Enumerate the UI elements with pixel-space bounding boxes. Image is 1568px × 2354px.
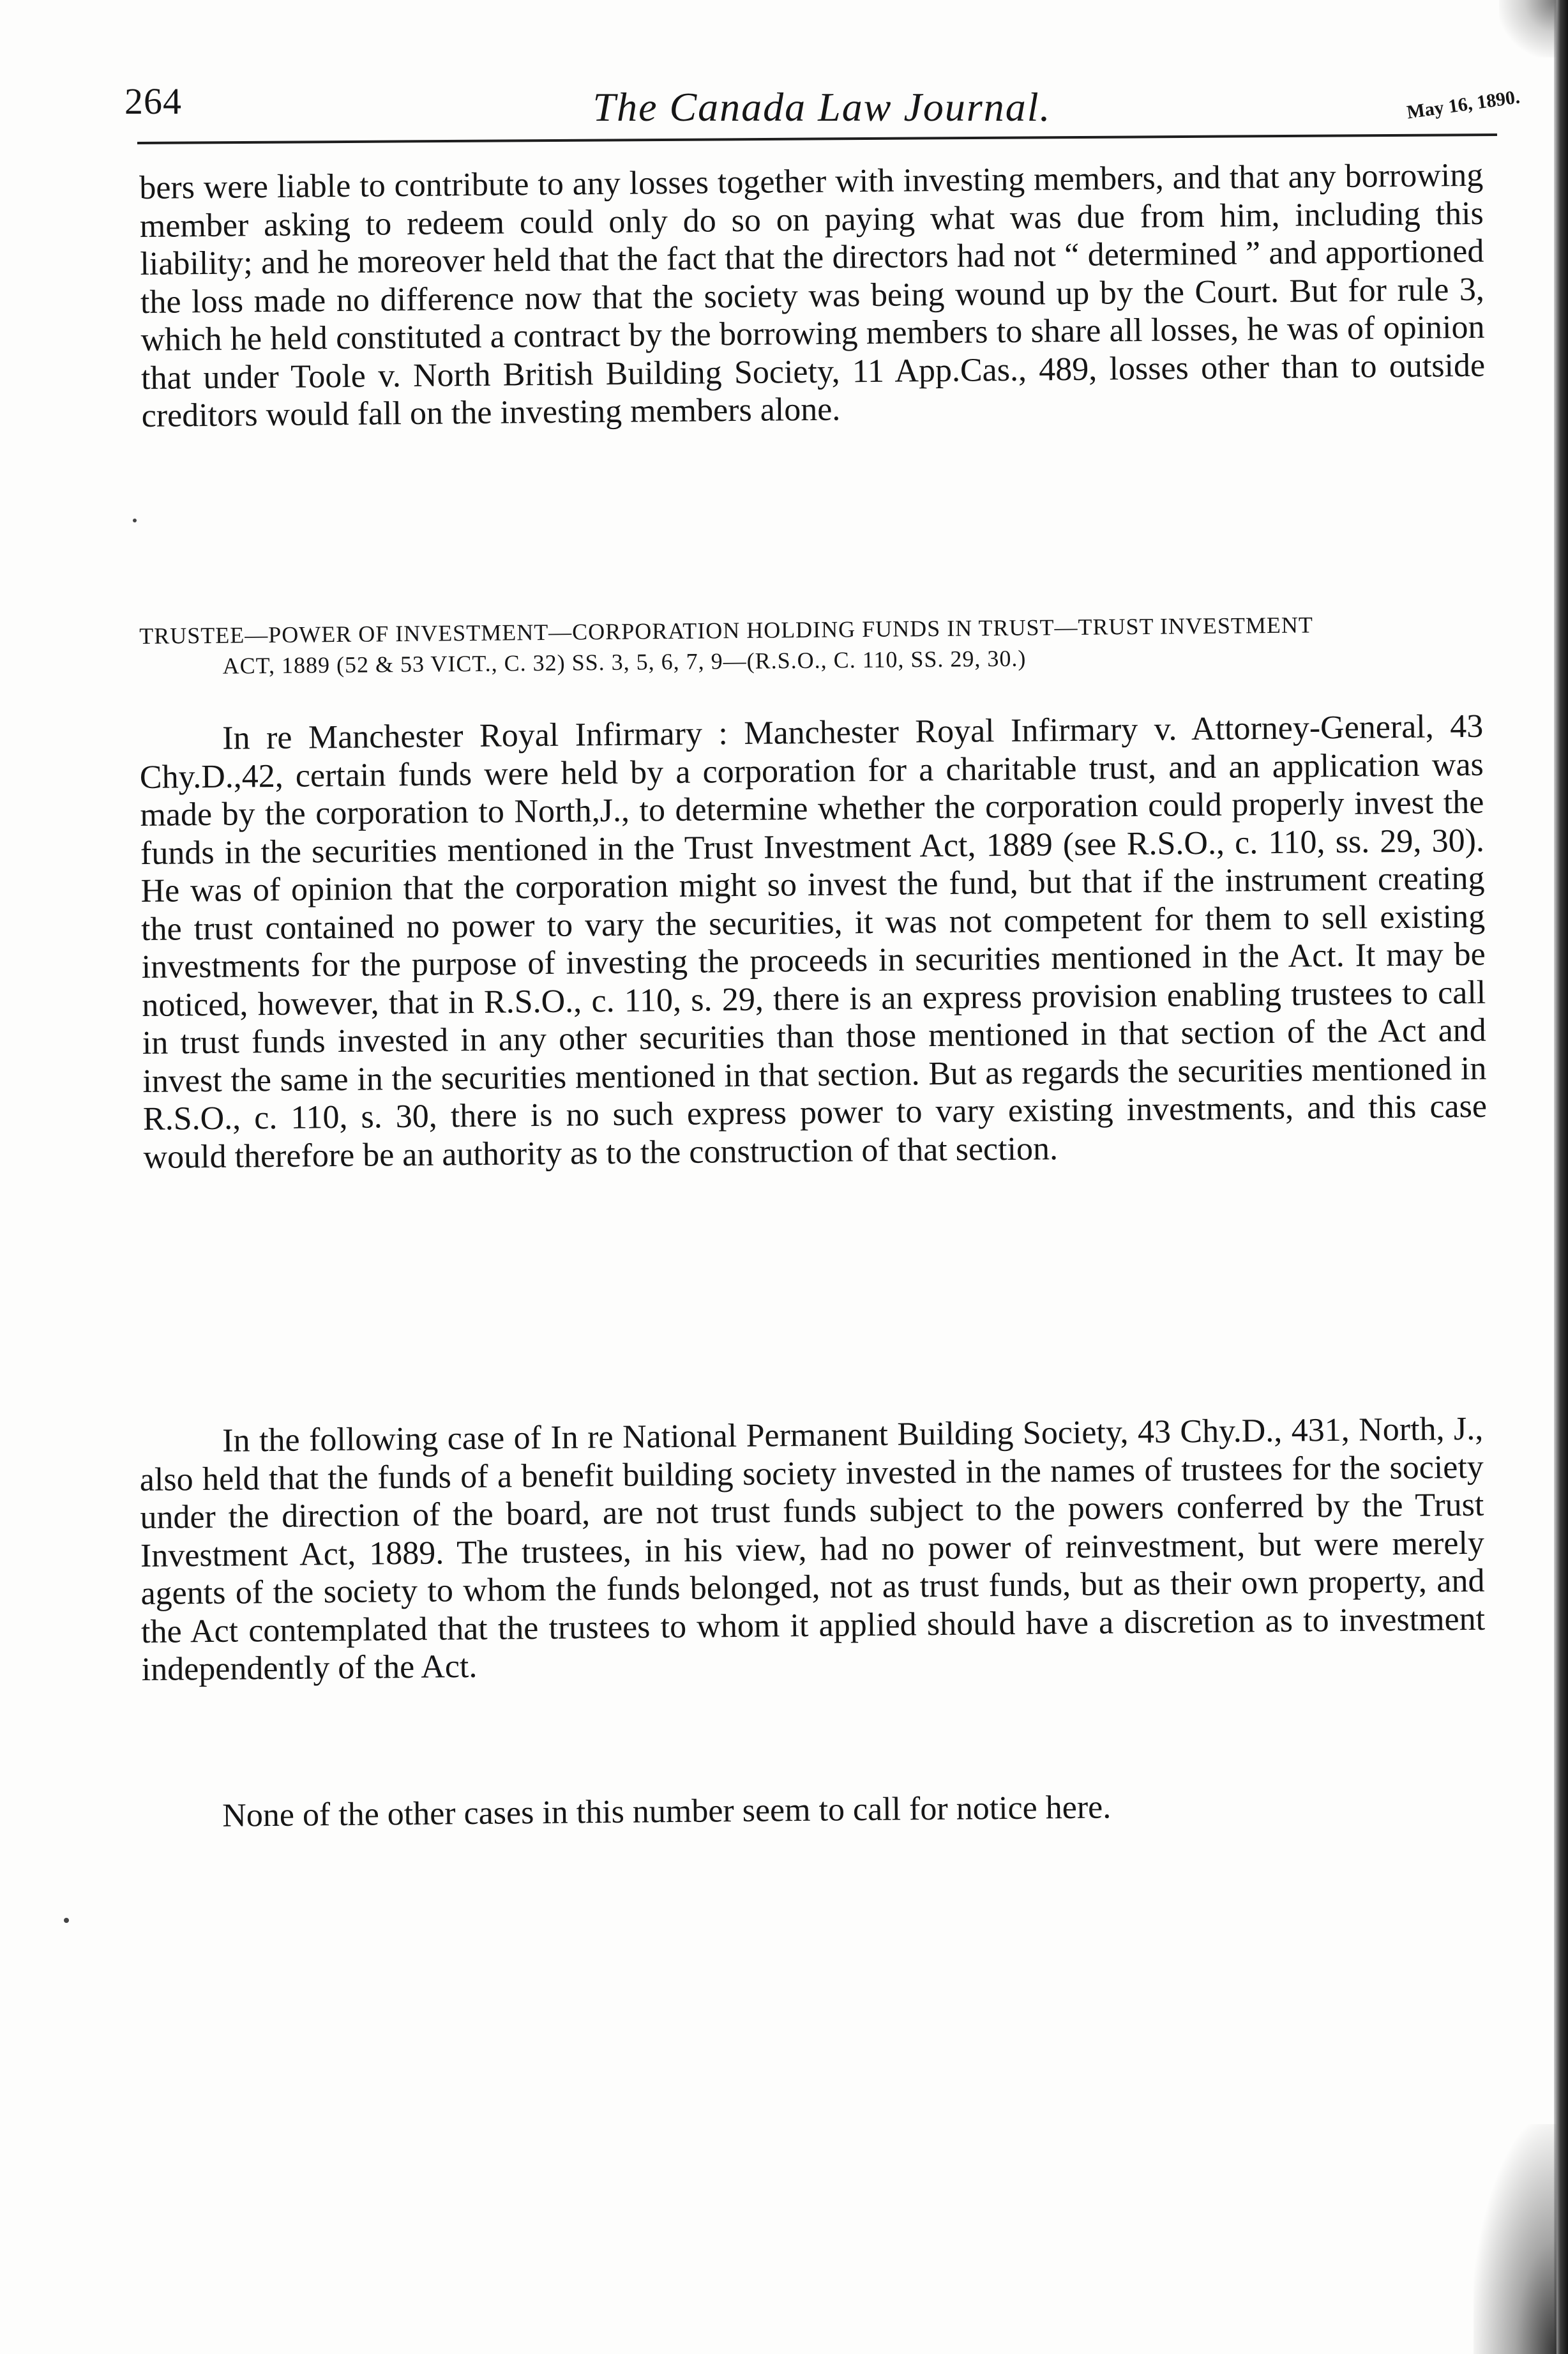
body-paragraph-national-permanent	[139, 1410, 1486, 1689]
scan-corner-stain-top	[1499, 0, 1557, 57]
ink-speck	[133, 519, 137, 522]
running-title: The Canada Law Journal.	[592, 84, 1052, 130]
section-heading-line-2: ACT, 1889 (52 & 53 VICT., C. 32) SS. 3, 5, 6, 7, 9—(R.S.O., C. 110, SS. 29, 30.)	[222, 645, 1027, 679]
issue-date: May 16, 1890.	[1405, 86, 1521, 123]
body-paragraph-closing	[139, 1785, 1483, 1836]
paragraph-text: In the following case of In re National Permanent Building Society, 43 Chy.D., 431, North, J., also held that the funds of a benefit building society invested in the names of trustees for the society under the direction of the board, are not trust funds subject to the powers conferred by the Trust Investment Act, 1889. The trustees, in his view, had no power of reinvestment, but were merely agents of the society to whom the funds belonged, not as trust funds, but as their own property, and the Act contemplated that the trustees to whom it applied should have a discretion as to investment independently of the Act.	[139, 1410, 1486, 1688]
paragraph-text: None of the other cases in this number seem to call for notice here.	[222, 1789, 1112, 1834]
scan-corner-stain-bottom	[1474, 2124, 1557, 2354]
page-header	[124, 67, 1519, 137]
body-paragraph-continued	[139, 156, 1486, 436]
ink-speck	[64, 1918, 69, 1923]
paragraph-text: bers were liable to contribute to any losses together with investing members, and that any borrowing member asking to redeem could only do so on paying what was due from him, including this liability; and he moreover held that the fact that the directors had not “ determined ” and apportioned the loss made no difference now that the society was being wound up by the Court. But for rule 3, which he held constituted a contract by the borrowing members to share all losses, he was of opinion that under Toole v. North British Building Society, 11 App.Cas., 489, losses other than to outside creditors would fall on the investing members alone.	[139, 156, 1486, 434]
scan-binding-edge	[1554, 0, 1568, 2354]
paragraph-text: In re Manchester Royal Infirmary : Manchester Royal Infirmary v. Attorney-General, 43 Chy.D.,42, certain funds were held by a corporation for a charitable trust, and an application was made by the corporation to North,J., to determine whether the corporation could properly invest the funds in the securities mentioned in the Trust Investment Act, 1889 (see R.S.O., c. 110, ss. 29, 30). He was of opinion that the corporation might so invest the fund, but that if the instrument creating the trust contained no power to vary the securities, it was not competent for them to sell existing investments for the purpose of investing the proceeds in securities mentioned in the Act. It may be noticed, however, that in R.S.O., c. 110, s. 29, there is an express provision enabling trustees to call in trust funds invested in any other securities than those mentioned in that section of the Act and invest the same in the securities mentioned in that section. But as regards the securities mentioned in R.S.O., c. 110, s. 30, there is no such express power to vary existing investments, and this case would therefore be an authority as to the construction of that section.	[139, 708, 1488, 1176]
section-heading-line-1: TRUSTEE—POWER OF INVESTMENT—CORPORATION HOLDING FUNDS IN TRUST—TRUST INVESTMENT	[139, 612, 1314, 649]
section-heading	[139, 608, 1484, 682]
page-number: 264	[124, 80, 182, 122]
body-paragraph-manchester	[139, 708, 1488, 1176]
